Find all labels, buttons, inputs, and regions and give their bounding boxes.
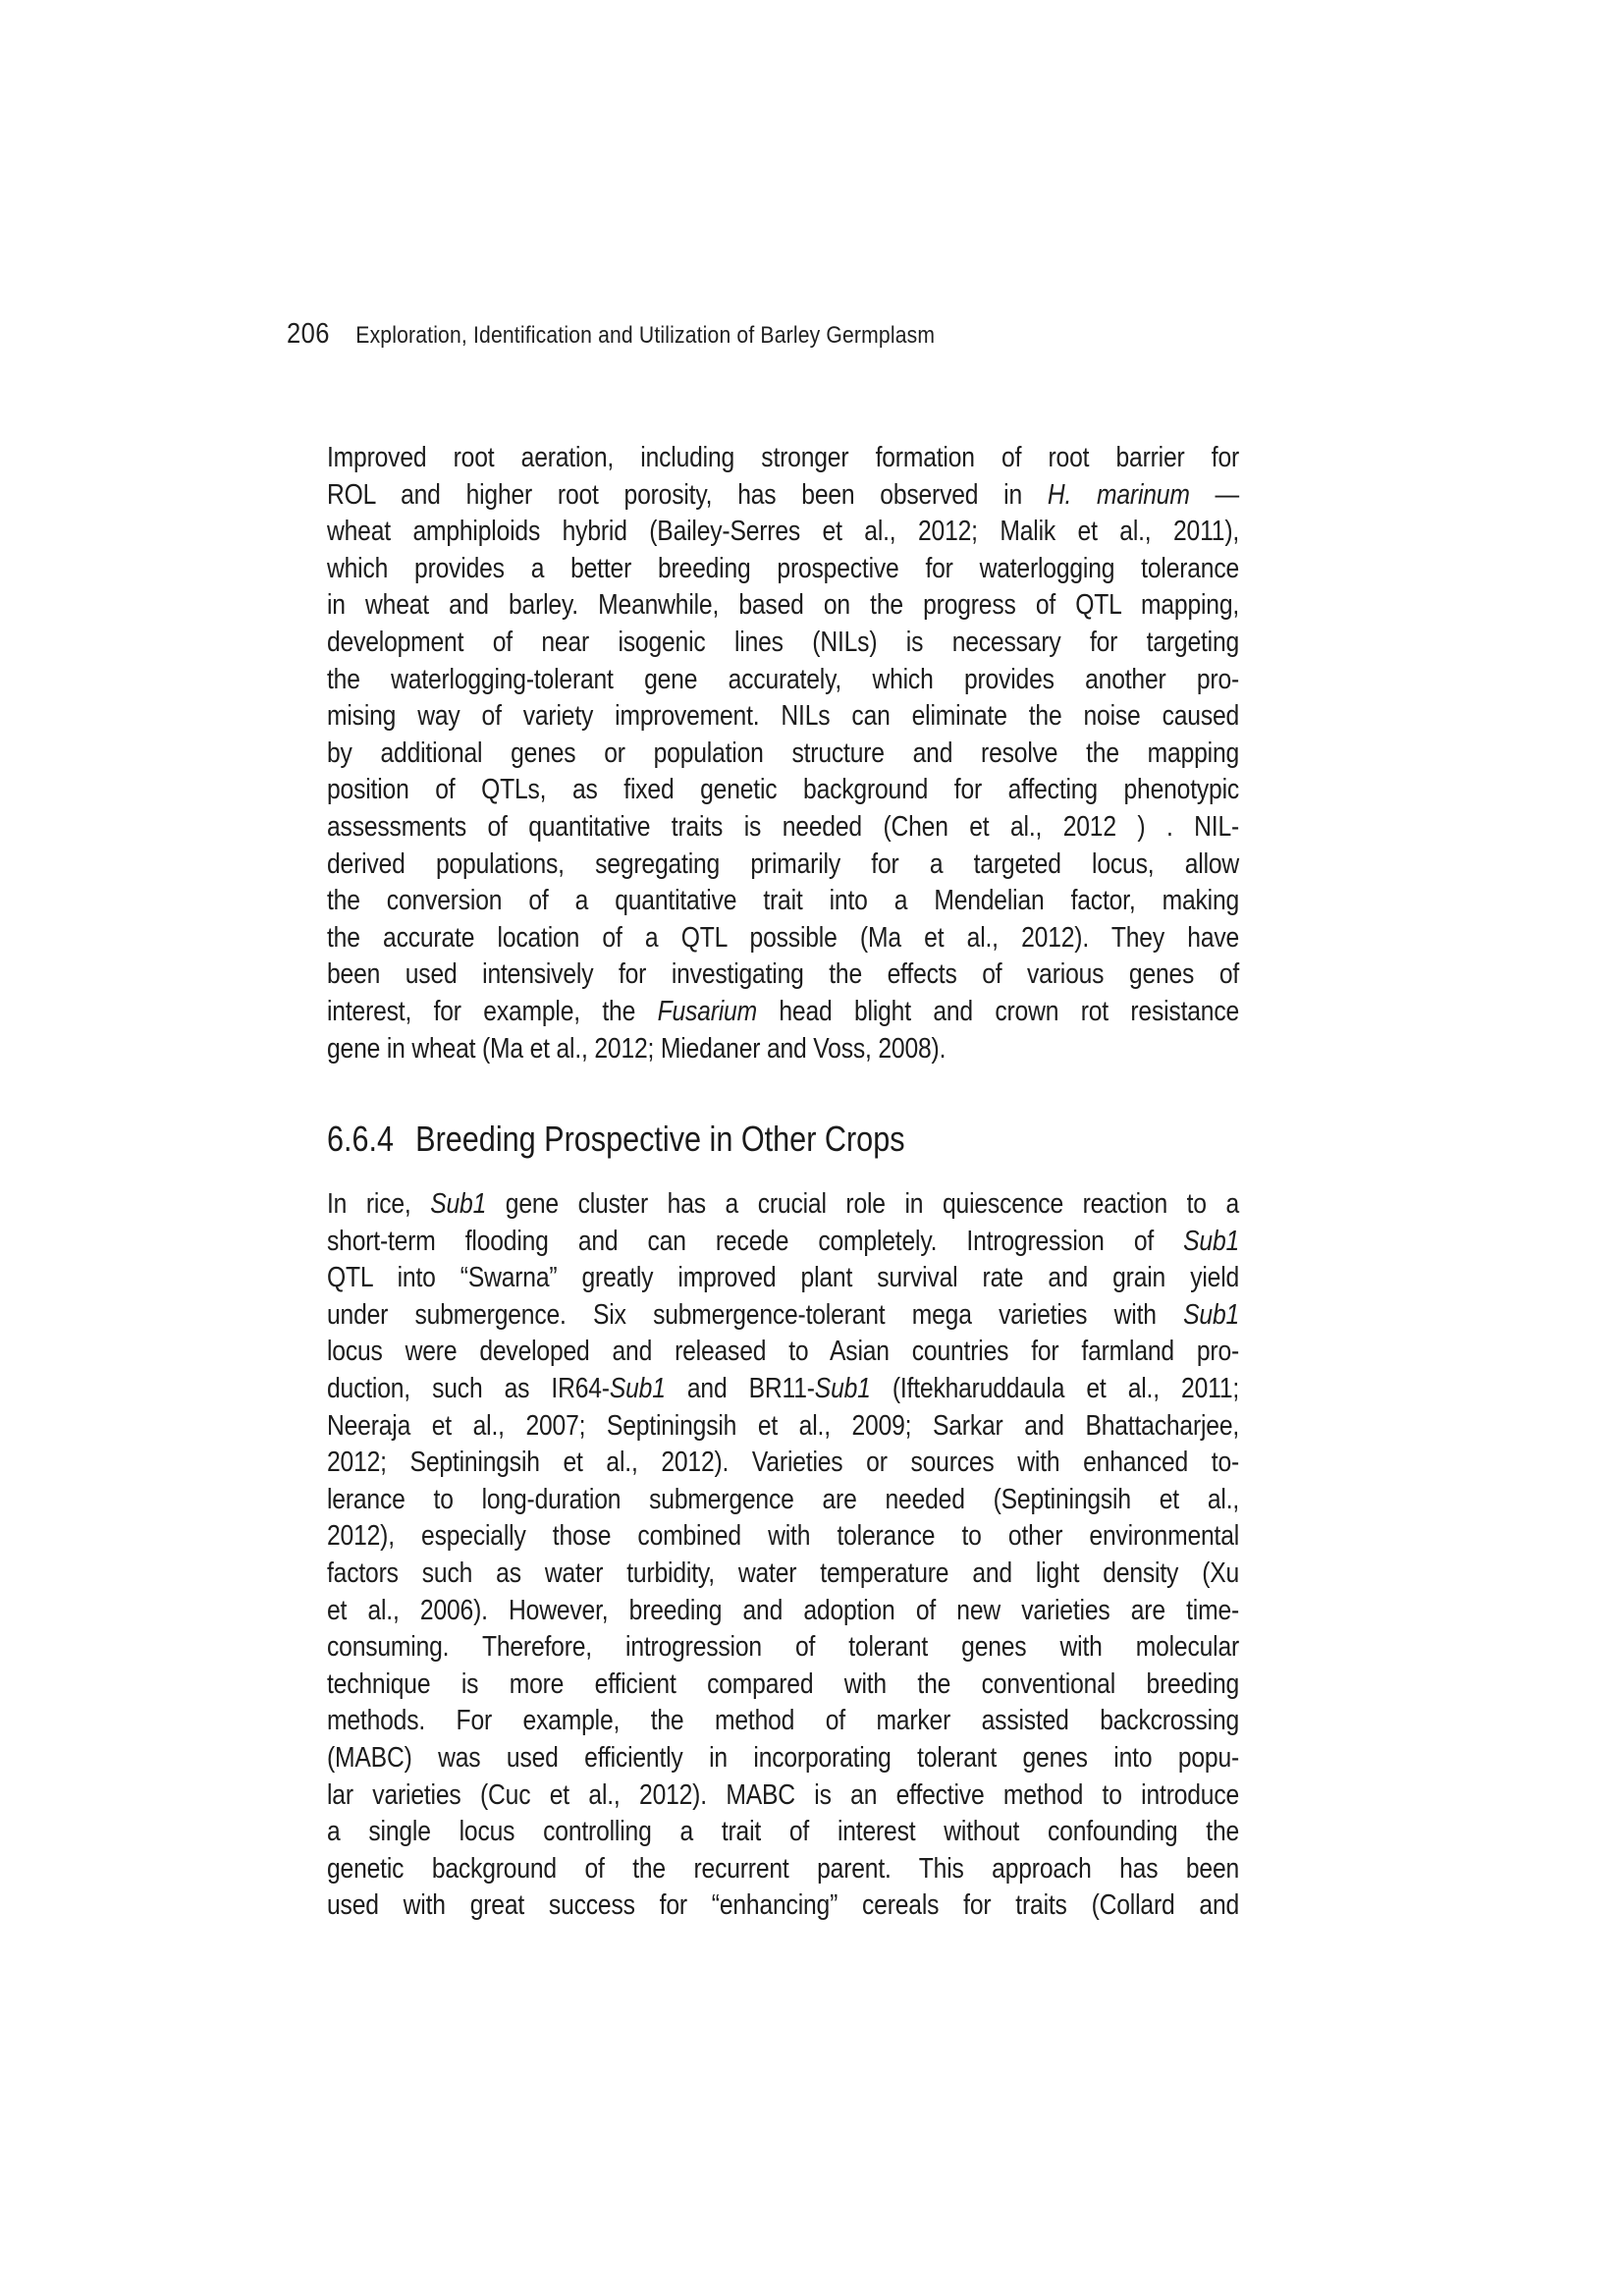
text-line: by additional genes or population structure and resolve the mapping: [327, 737, 1240, 769]
page-header: [287, 318, 1030, 351]
text-line: Improved root aeration, including stronger formation of root barrier for: [327, 442, 1240, 473]
text-line: wheat amphiploids hybrid (Bailey-Serres et al., 2012; Malik et al., 2011),: [327, 516, 1240, 548]
text-line: In rice, Sub1 gene cluster has a crucial role in quiescence reaction to a: [327, 1188, 1240, 1221]
text-line: et al., 2006). However, breeding and adoption of new varieties are time-: [327, 1594, 1240, 1626]
paragraph-breeding-other-crops: [327, 1186, 1239, 1925]
section-number: 6.6.4: [327, 1119, 395, 1160]
page-content: [327, 440, 1239, 1925]
text-line: which provides a better breeding prospective for waterlogging tolerance: [327, 552, 1240, 584]
text-line: ROL and higher root porosity, has been observed in H. marinum —: [327, 478, 1240, 511]
text-line: 2012; Septiningsih et al., 2012). Varieties or sources with enhanced to-: [327, 1447, 1240, 1479]
text-line: QTL into “Swarna” greatly improved plant survival rate and grain yield: [327, 1262, 1240, 1294]
text-line: gene in wheat (Ma et al., 2012; Miedaner and Voss, 2008).: [327, 1032, 947, 1065]
text-line: the waterlogging-tolerant gene accurately, which provides another pro-: [327, 663, 1240, 695]
text-line: lerance to long-duration submergence are needed (Septiningsih et al.,: [327, 1483, 1240, 1515]
text-line: lar varieties (Cuc et al., 2012). MABC is an effective method to introduce: [327, 1778, 1240, 1811]
text-line: duction, such as IR64-Sub1 and BR11-Sub1 (Iftekharuddaula et al., 2011;: [327, 1373, 1240, 1405]
text-line: assessments of quantitative traits is needed (Chen et al., 2012 ) . NIL-: [327, 810, 1240, 843]
text-line: in wheat and barley. Meanwhile, based on the progress of QTL mapping,: [327, 589, 1240, 622]
text-line: technique is more efficient compared with the conventional breeding: [327, 1667, 1240, 1700]
text-line: (MABC) was used efficiently in incorporating tolerant genes into popu-: [327, 1742, 1240, 1774]
text-line: consuming. Therefore, introgression of tolerant genes with molecular: [327, 1631, 1240, 1664]
text-line: the conversion of a quantitative trait into a Mendelian factor, making: [327, 885, 1240, 917]
text-line: methods. For example, the method of marker assisted backcrossing: [327, 1705, 1240, 1737]
text-line: short-term flooding and can recede completely. Introgression of Sub1: [327, 1225, 1240, 1257]
text-line: used with great success for “enhancing” cereals for traits (Collard and: [327, 1889, 1240, 1922]
text-line: 2012), especially those combined with tolerance to other environmental: [327, 1520, 1240, 1553]
text-line: genetic background of the recurrent parent. This approach has been: [327, 1852, 1240, 1885]
page-number: 206: [287, 318, 330, 350]
text-line: been used intensively for investigating the effects of various genes of: [327, 958, 1240, 991]
text-line: locus were developed and released to Asian countries for farmland pro-: [327, 1336, 1240, 1368]
text-line: interest, for example, the Fusarium head blight and crown rot resistance: [327, 995, 1240, 1027]
section-heading: [327, 1118, 1239, 1161]
text-line: Neeraja et al., 2007; Septiningsih et al., 2009; Sarkar and Bhattacharjee,: [327, 1409, 1240, 1442]
text-line: the accurate location of a QTL possible (Ma et al., 2012). They have: [327, 921, 1240, 954]
text-line: mising way of variety improvement. NILs can eliminate the noise caused: [327, 700, 1240, 733]
text-line: development of near isogenic lines (NILs) is necessary for targeting: [327, 626, 1240, 658]
text-line: factors such as water turbidity, water temperature and light density (Xu: [327, 1558, 1240, 1590]
text-line: derived populations, segregating primarily for a targeted locus, allow: [327, 847, 1240, 880]
text-line: a single locus controlling a trait of interest without confounding the: [327, 1816, 1240, 1848]
text-line: position of QTLs, as fixed genetic background for affecting phenotypic: [327, 774, 1240, 806]
paragraph-waterlogging-tolerance: [327, 440, 1239, 1067]
running-title: Exploration, Identification and Utilization of Barley Germplasm: [355, 322, 936, 349]
section-title: Breeding Prospective in Other Crops: [415, 1119, 905, 1160]
text-line: under submergence. Six submergence-tolerant mega varieties with Sub1: [327, 1298, 1240, 1331]
